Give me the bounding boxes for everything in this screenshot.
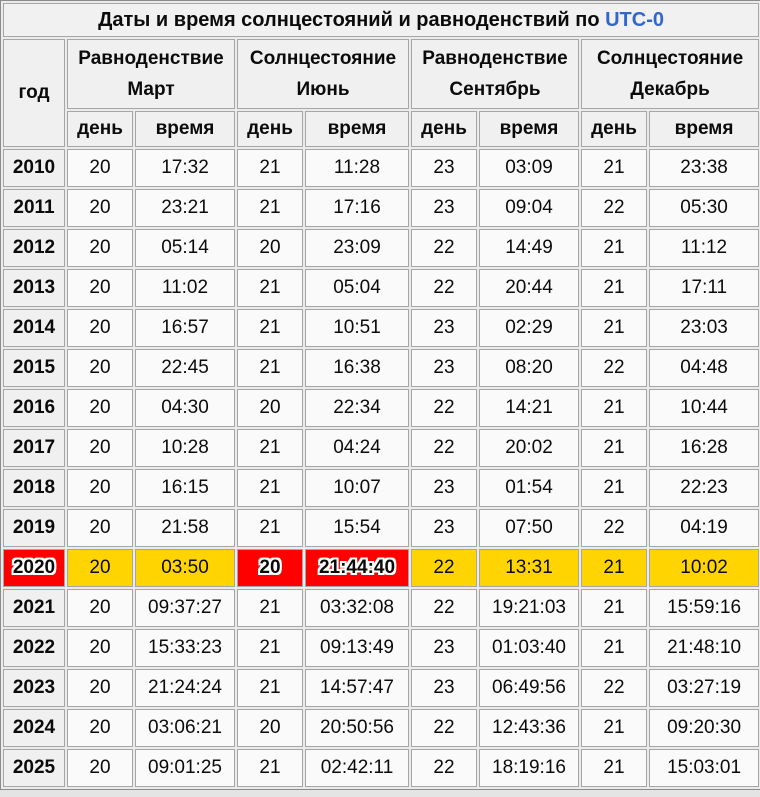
time-cell: 03:06:21 — [135, 709, 235, 747]
group-header-month: Сентябрь — [449, 79, 541, 100]
time-cell: 10:02 — [649, 549, 759, 587]
year-cell: 2020 — [3, 549, 65, 587]
table-row — [3, 749, 759, 787]
time-cell: 05:30 — [649, 189, 759, 227]
year-cell: 2023 — [3, 669, 65, 707]
time-cell: 09:13:49 — [305, 629, 409, 667]
day-cell: 22 — [581, 509, 647, 547]
table-row — [3, 509, 759, 547]
day-cell: 20 — [237, 709, 303, 747]
time-cell: 15:59:16 — [649, 589, 759, 627]
day-cell: 22 — [411, 429, 477, 467]
time-cell: 03:50 — [135, 549, 235, 587]
year-cell: 2013 — [3, 269, 65, 307]
time-cell: 05:14 — [135, 229, 235, 267]
time-cell: 14:57:47 — [305, 669, 409, 707]
time-cell: 21:48:10 — [649, 629, 759, 667]
table-row — [3, 229, 759, 267]
time-cell: 16:28 — [649, 429, 759, 467]
table-row — [3, 669, 759, 707]
day-cell: 20 — [67, 709, 133, 747]
day-cell: 23 — [411, 629, 477, 667]
table-row — [3, 389, 759, 427]
day-cell: 21 — [581, 749, 647, 787]
time-cell: 18:19:16 — [479, 749, 579, 787]
day-cell: 23 — [411, 309, 477, 347]
group-header-label: Равноденствие — [422, 48, 568, 69]
day-cell: 21 — [581, 629, 647, 667]
time-cell: 12:43:36 — [479, 709, 579, 747]
subheader-day-march: день — [67, 111, 133, 147]
time-cell: 09:01:25 — [135, 749, 235, 787]
table-row — [3, 589, 759, 627]
group-header-label: Солнцестояние — [249, 48, 397, 69]
time-cell: 23:21 — [135, 189, 235, 227]
day-cell: 23 — [411, 189, 477, 227]
group-header-march-equinox — [67, 39, 235, 109]
time-cell: 01:03:40 — [479, 629, 579, 667]
time-cell: 15:03:01 — [649, 749, 759, 787]
time-cell: 02:29 — [479, 309, 579, 347]
utc-0-link[interactable]: UTC-0 — [605, 8, 664, 31]
day-cell: 21 — [237, 189, 303, 227]
day-cell: 20 — [67, 149, 133, 187]
subheader-day-december: день — [581, 111, 647, 147]
day-cell: 21 — [237, 309, 303, 347]
time-cell: 17:16 — [305, 189, 409, 227]
year-cell: 2022 — [3, 629, 65, 667]
day-cell: 20 — [67, 349, 133, 387]
day-cell: 20 — [237, 389, 303, 427]
time-cell: 10:51 — [305, 309, 409, 347]
day-cell: 22 — [411, 229, 477, 267]
day-cell: 21 — [237, 469, 303, 507]
day-cell: 22 — [411, 709, 477, 747]
day-cell: 20 — [67, 669, 133, 707]
year-cell: 2010 — [3, 149, 65, 187]
day-cell: 21 — [581, 709, 647, 747]
time-cell: 20:02 — [479, 429, 579, 467]
time-cell: 16:57 — [135, 309, 235, 347]
group-header-label: Солнцестояние — [596, 48, 744, 69]
day-cell: 21 — [581, 589, 647, 627]
day-cell: 20 — [237, 549, 303, 587]
day-cell: 21 — [581, 309, 647, 347]
day-cell: 22 — [411, 549, 477, 587]
time-cell: 22:45 — [135, 349, 235, 387]
time-cell: 21:58 — [135, 509, 235, 547]
time-cell: 03:32:08 — [305, 589, 409, 627]
year-cell: 2024 — [3, 709, 65, 747]
day-cell: 21 — [237, 749, 303, 787]
time-cell: 05:04 — [305, 269, 409, 307]
table-row — [3, 189, 759, 227]
time-cell: 11:02 — [135, 269, 235, 307]
time-cell: 10:28 — [135, 429, 235, 467]
day-cell: 21 — [581, 149, 647, 187]
time-cell: 04:48 — [649, 349, 759, 387]
year-cell: 2018 — [3, 469, 65, 507]
time-cell: 20:50:56 — [305, 709, 409, 747]
group-header-label: Равноденствие — [78, 48, 224, 69]
day-cell: 21 — [237, 429, 303, 467]
table-row — [3, 469, 759, 507]
day-cell: 22 — [581, 669, 647, 707]
table-title — [3, 3, 759, 37]
time-cell: 23:03 — [649, 309, 759, 347]
time-cell: 10:44 — [649, 389, 759, 427]
day-cell: 23 — [411, 509, 477, 547]
day-cell: 22 — [411, 389, 477, 427]
subheader-row — [3, 111, 759, 147]
day-cell: 22 — [411, 589, 477, 627]
table-row — [3, 549, 759, 587]
group-header-month: Декабрь — [630, 79, 710, 100]
table-row — [3, 629, 759, 667]
group-header-september-equinox — [411, 39, 579, 109]
time-cell: 17:32 — [135, 149, 235, 187]
time-cell: 17:11 — [649, 269, 759, 307]
day-cell: 21 — [237, 349, 303, 387]
subheader-time-june: время — [305, 111, 409, 147]
time-cell: 06:49:56 — [479, 669, 579, 707]
time-cell: 08:20 — [479, 349, 579, 387]
day-cell: 23 — [411, 469, 477, 507]
day-cell: 23 — [411, 669, 477, 707]
group-header-month: Март — [127, 79, 175, 100]
time-cell: 21:44:40 — [305, 549, 409, 587]
time-cell: 23:09 — [305, 229, 409, 267]
time-cell: 23:38 — [649, 149, 759, 187]
day-cell: 21 — [581, 389, 647, 427]
table-row — [3, 149, 759, 187]
year-cell: 2012 — [3, 229, 65, 267]
time-cell: 13:31 — [479, 549, 579, 587]
day-cell: 20 — [67, 749, 133, 787]
subheader-time-march: время — [135, 111, 235, 147]
time-cell: 09:04 — [479, 189, 579, 227]
time-cell: 14:49 — [479, 229, 579, 267]
time-cell: 02:42:11 — [305, 749, 409, 787]
year-cell: 2019 — [3, 509, 65, 547]
day-cell: 20 — [67, 389, 133, 427]
day-cell: 21 — [237, 269, 303, 307]
time-cell: 22:23 — [649, 469, 759, 507]
subheader-time-september: время — [479, 111, 579, 147]
day-cell: 21 — [237, 509, 303, 547]
time-cell: 16:38 — [305, 349, 409, 387]
title-row — [3, 3, 759, 37]
time-cell: 11:12 — [649, 229, 759, 267]
time-cell: 15:33:23 — [135, 629, 235, 667]
day-cell: 21 — [581, 429, 647, 467]
time-cell: 07:50 — [479, 509, 579, 547]
day-cell: 23 — [411, 149, 477, 187]
time-cell: 09:20:30 — [649, 709, 759, 747]
day-cell: 20 — [67, 269, 133, 307]
time-cell: 14:21 — [479, 389, 579, 427]
day-cell: 20 — [67, 429, 133, 467]
year-cell: 2011 — [3, 189, 65, 227]
year-cell: 2017 — [3, 429, 65, 467]
time-cell: 22:34 — [305, 389, 409, 427]
time-cell: 03:09 — [479, 149, 579, 187]
time-cell: 20:44 — [479, 269, 579, 307]
day-cell: 21 — [581, 549, 647, 587]
time-cell: 15:54 — [305, 509, 409, 547]
day-cell: 20 — [67, 189, 133, 227]
year-cell: 2021 — [3, 589, 65, 627]
day-cell: 20 — [67, 509, 133, 547]
day-cell: 21 — [237, 589, 303, 627]
time-cell: 11:28 — [305, 149, 409, 187]
time-cell: 03:27:19 — [649, 669, 759, 707]
time-cell: 16:15 — [135, 469, 235, 507]
time-cell: 10:07 — [305, 469, 409, 507]
day-cell: 20 — [67, 469, 133, 507]
day-cell: 22 — [411, 749, 477, 787]
day-cell: 22 — [581, 189, 647, 227]
year-cell: 2015 — [3, 349, 65, 387]
day-cell: 20 — [67, 309, 133, 347]
table-row — [3, 349, 759, 387]
group-header-december-solstice — [581, 39, 759, 109]
subheader-day-june: день — [237, 111, 303, 147]
day-cell: 21 — [237, 629, 303, 667]
time-cell: 19:21:03 — [479, 589, 579, 627]
day-cell: 21 — [581, 469, 647, 507]
time-cell: 09:37:27 — [135, 589, 235, 627]
time-cell: 04:19 — [649, 509, 759, 547]
day-cell: 20 — [67, 549, 133, 587]
day-cell: 20 — [237, 229, 303, 267]
day-cell: 21 — [237, 669, 303, 707]
day-cell: 23 — [411, 349, 477, 387]
subheader-time-december: время — [649, 111, 759, 147]
day-cell: 20 — [67, 589, 133, 627]
day-cell: 20 — [67, 629, 133, 667]
year-column-header: год — [3, 39, 65, 147]
day-cell: 21 — [581, 229, 647, 267]
time-cell: 01:54 — [479, 469, 579, 507]
season-header-row — [3, 39, 759, 109]
table-body — [3, 149, 759, 787]
subheader-day-september: день — [411, 111, 477, 147]
table-row — [3, 269, 759, 307]
group-header-june-solstice — [237, 39, 409, 109]
day-cell: 21 — [581, 269, 647, 307]
table-title-text: Даты и время солнцестояний и равноденствий по — [98, 8, 600, 31]
year-cell: 2016 — [3, 389, 65, 427]
table-row — [3, 309, 759, 347]
group-header-month: Июнь — [296, 79, 350, 100]
time-cell: 04:30 — [135, 389, 235, 427]
year-cell: 2025 — [3, 749, 65, 787]
day-cell: 22 — [581, 349, 647, 387]
year-cell: 2014 — [3, 309, 65, 347]
day-cell: 20 — [67, 229, 133, 267]
day-cell: 22 — [411, 269, 477, 307]
time-cell: 04:24 — [305, 429, 409, 467]
day-cell: 21 — [237, 149, 303, 187]
table-row — [3, 709, 759, 747]
time-cell: 21:24:24 — [135, 669, 235, 707]
table-row — [3, 429, 759, 467]
